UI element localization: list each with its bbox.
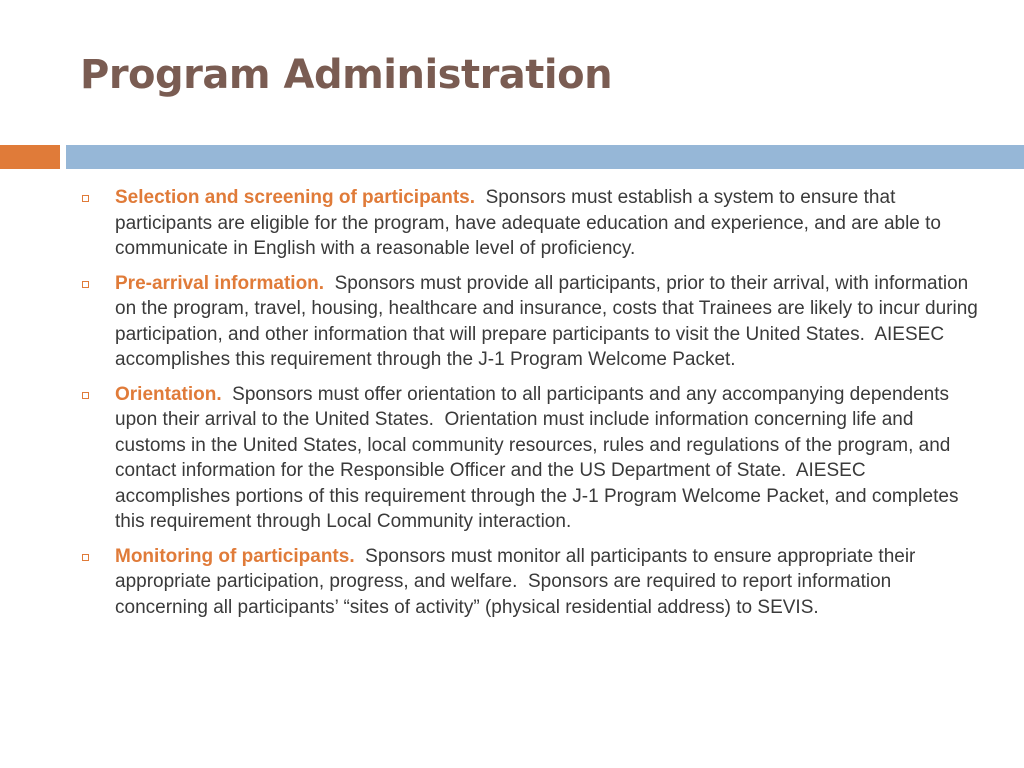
bullet-item-pre-arrival <box>78 271 984 373</box>
hollow-square-bullet-icon <box>82 554 89 561</box>
bullet-text: Sponsors must establish a system to ensure that participants are eligible for the program, have adequate education and experience, and are able to communicate in English with a reasonable level of proficiency. <box>115 187 947 259</box>
bullet-list <box>78 185 984 629</box>
hollow-square-bullet-icon <box>82 281 89 288</box>
bullet-heading: Orientation. <box>115 383 222 405</box>
bullet-heading: Monitoring of participants. <box>115 545 355 567</box>
hollow-square-bullet-icon <box>82 195 89 202</box>
hollow-square-bullet-icon <box>82 392 89 399</box>
accent-bar-blue <box>66 145 1024 169</box>
bullet-text: Sponsors must monitor all participants to ensure appropriate their appropriate participation, progress, and welfare. Sponsors are required to report information concerning all participants’ “sites of activity” (physical residential address) to SEVIS. <box>115 545 921 618</box>
bullet-item-selection-screening <box>78 185 978 262</box>
bullet-text: Sponsors must provide all participants, prior to their arrival, with information on the program, travel, housing, healthcare and insurance, costs that Trainees are likely to incur during participation, and other information that will prepare participants to visit the United States. AIESEC accomplishes this requirement through the J-1 Program Welcome Packet. <box>115 272 984 370</box>
bullet-heading: Selection and screening of participants. <box>115 187 476 208</box>
bullet-item-orientation <box>78 382 978 535</box>
accent-bar-orange <box>0 145 60 169</box>
bullet-item-monitoring <box>78 544 978 621</box>
bullet-heading: Pre-arrival information. <box>115 272 325 294</box>
slide-title: Program Administration <box>80 52 613 98</box>
bullet-text: Sponsors must offer orientation to all participants and any accompanying dependents upon their arrival to the United States. Orientation must include information concerning life and customs in the United States, local community resources, rules and regulations of the program, and contact information for the Responsible Officer and the US Department of State. AIESEC accomplishes portions of this requirement through the J-1 Program Welcome Packet, and completes this requirement through Local Community interaction. <box>115 383 964 532</box>
